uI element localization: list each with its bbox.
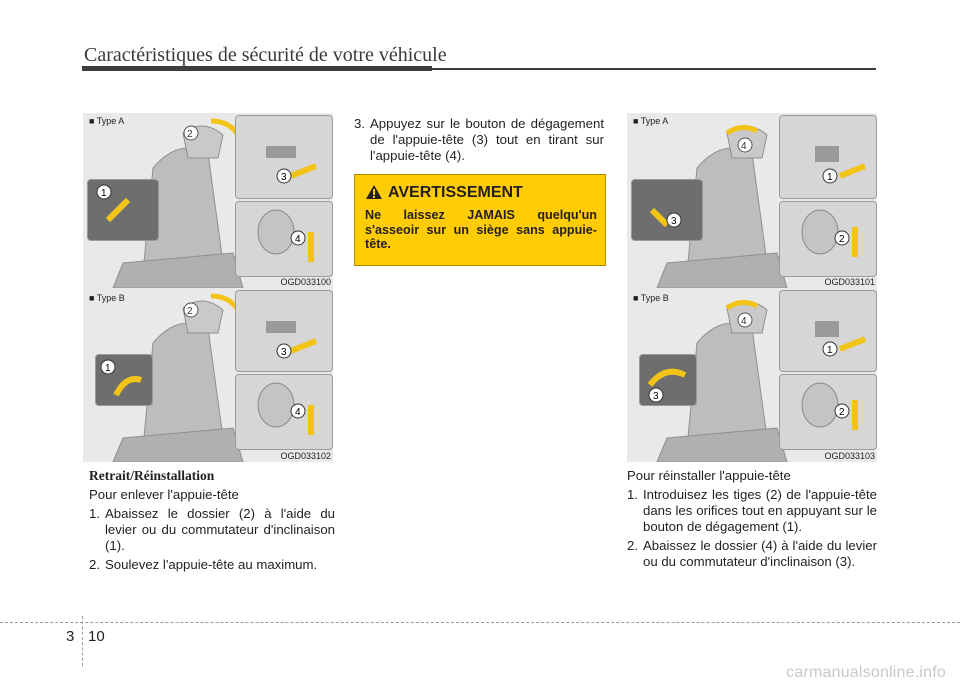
svg-text:2: 2 bbox=[187, 306, 193, 317]
svg-text:1: 1 bbox=[101, 188, 107, 199]
svg-text:3: 3 bbox=[281, 172, 287, 183]
removal-intro: Pour enlever l'appuie-tête bbox=[89, 487, 239, 502]
step-text: Soulevez l'appuie-tête au maximum. bbox=[105, 557, 318, 572]
step-text: Abaissez le dossier (4) à l'aide du levier ou du commutateur d'inclinaison (3). bbox=[643, 538, 877, 569]
svg-text:4: 4 bbox=[295, 234, 301, 245]
figure-type-b-reinstall bbox=[627, 288, 877, 462]
header-rule-thin bbox=[432, 68, 876, 70]
inset-headrest bbox=[235, 374, 333, 450]
chapter-number: 3 bbox=[66, 628, 75, 645]
figure-code: OGD033100 bbox=[280, 277, 331, 287]
header-rule-thick bbox=[82, 66, 432, 71]
page-header-title: Caractéristiques de sécurité de votre véhicule bbox=[84, 44, 447, 66]
inset-headrest bbox=[779, 374, 877, 450]
step-text: Appuyez sur le bouton de dégagement de l'appuie-tête (3) tout en tirant sur l'appuie-tête (4). bbox=[370, 116, 604, 163]
inset-lever bbox=[95, 354, 153, 406]
inset-lever bbox=[639, 354, 697, 406]
warning-title: AVERTISSEMENT bbox=[388, 184, 523, 201]
figure-label: ■ Type B bbox=[89, 293, 125, 303]
inset-headrest bbox=[235, 201, 333, 277]
inset-release-button bbox=[779, 290, 877, 372]
inset-release-button bbox=[235, 115, 333, 199]
step-text: Abaissez le dossier (2) à l'aide du levier ou du commutateur d'inclinaison (1). bbox=[105, 506, 335, 553]
page-number: 10 bbox=[88, 628, 105, 645]
inset-release-button bbox=[779, 115, 877, 199]
warning-text: Ne laissez JAMAIS quelqu'un s'asseoir sur un siège sans appuie-tête. bbox=[365, 208, 597, 251]
reinstall-step-1 bbox=[627, 487, 877, 535]
step-number: 2. bbox=[627, 538, 638, 553]
section-heading: Retrait/Réinstallation bbox=[89, 468, 215, 483]
removal-step-2 bbox=[89, 557, 335, 573]
svg-text:2: 2 bbox=[839, 407, 845, 418]
svg-text:3: 3 bbox=[281, 347, 287, 358]
figure-type-a-reinstall bbox=[627, 113, 877, 288]
inset-headrest bbox=[779, 201, 877, 277]
step-number: 1. bbox=[627, 487, 638, 502]
step-number: 2. bbox=[89, 557, 100, 572]
svg-text:1: 1 bbox=[827, 345, 833, 356]
figure-label: ■ Type B bbox=[633, 293, 669, 303]
removal-step-3 bbox=[354, 116, 604, 164]
inset-lever bbox=[631, 179, 703, 241]
right-column-text bbox=[627, 468, 877, 570]
reinstall-intro: Pour réinstaller l'appuie-tête bbox=[627, 468, 791, 483]
figure-label: ■ Type A bbox=[89, 116, 125, 126]
figure-code: OGD033103 bbox=[824, 451, 875, 461]
svg-text:2: 2 bbox=[839, 234, 845, 245]
left-column-text bbox=[89, 468, 335, 573]
footer-rule bbox=[0, 622, 960, 623]
svg-text:4: 4 bbox=[295, 407, 301, 418]
step-number: 1. bbox=[89, 506, 100, 521]
svg-text:1: 1 bbox=[827, 172, 833, 183]
svg-text:3: 3 bbox=[671, 216, 677, 227]
figure-label: ■ Type A bbox=[633, 116, 669, 126]
svg-text:1: 1 bbox=[105, 363, 111, 374]
inset-lever bbox=[87, 179, 159, 241]
figure-type-a-removal bbox=[83, 113, 333, 288]
inset-release-button bbox=[235, 290, 333, 372]
reinstall-step-2 bbox=[627, 538, 877, 570]
removal-step-1 bbox=[89, 506, 335, 554]
step-number: 3. bbox=[354, 116, 365, 131]
footer-divider bbox=[82, 616, 83, 666]
figure-type-b-removal bbox=[83, 288, 333, 462]
watermark: carmanualsonline.info bbox=[786, 664, 946, 681]
svg-text:4: 4 bbox=[741, 141, 747, 152]
step-text: Introduisez les tiges (2) de l'appuie-tête dans les orifices tout en appuyant sur le bouton de dégagement (1). bbox=[643, 487, 877, 534]
warning-box bbox=[354, 174, 606, 266]
svg-text:4: 4 bbox=[741, 316, 747, 327]
figure-code: OGD033102 bbox=[280, 451, 331, 461]
warning-triangle-icon bbox=[365, 184, 383, 200]
svg-text:2: 2 bbox=[187, 129, 193, 140]
svg-text:3: 3 bbox=[653, 391, 659, 402]
figure-code: OGD033101 bbox=[824, 277, 875, 287]
